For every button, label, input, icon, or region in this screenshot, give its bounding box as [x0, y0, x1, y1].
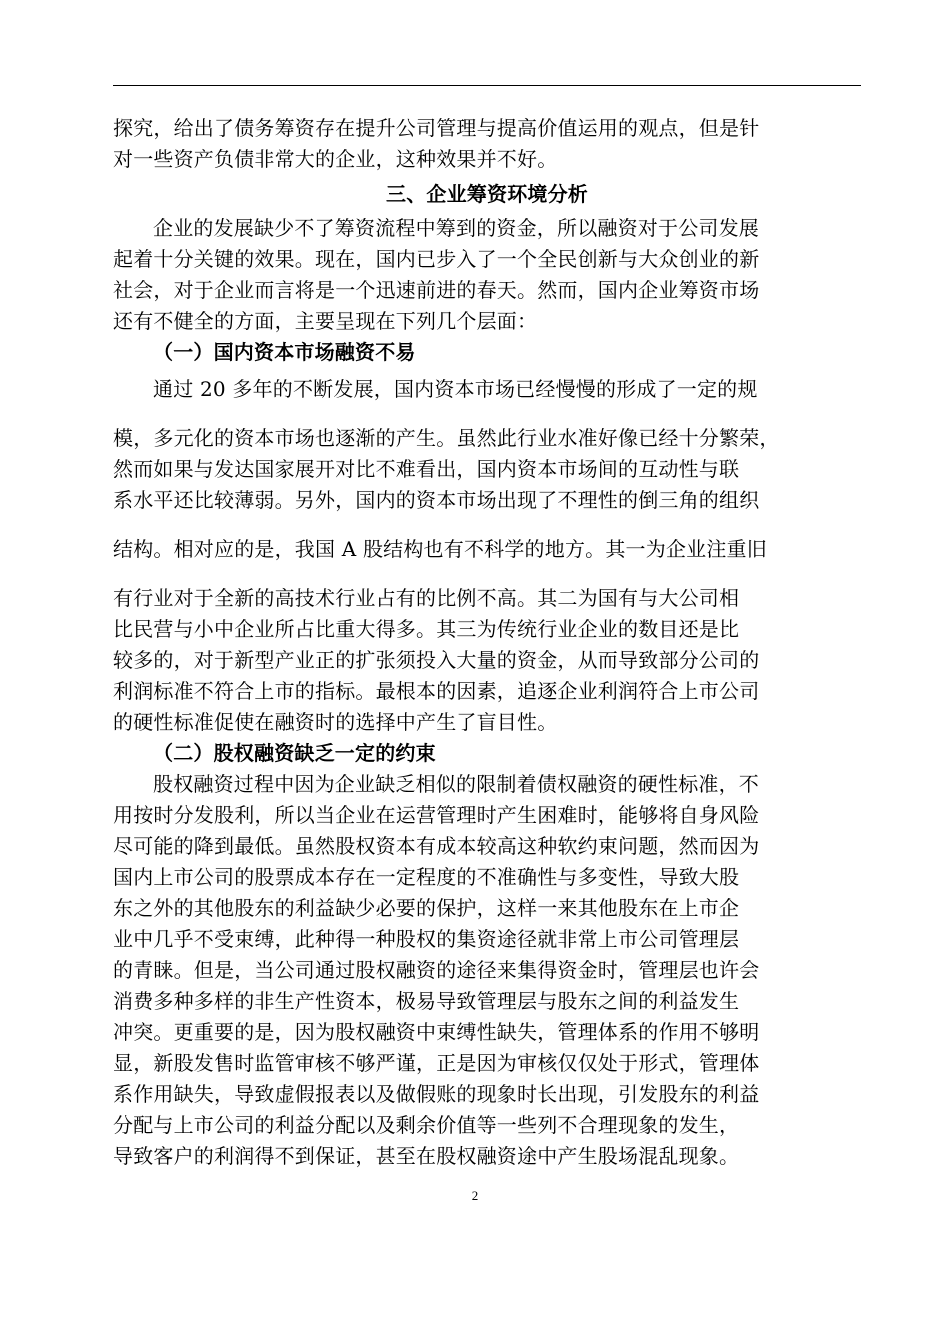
text-line: 还有不健全的方面，主要呈现在下列几个层面：	[113, 309, 538, 333]
text-line: 显，新股发售时监管审核不够严谨，正是因为审核仅仅处于形式，管理体	[113, 1051, 760, 1075]
section-paragraph	[113, 213, 861, 337]
subsection-heading: （一）国内资本市场融资不易	[153, 340, 416, 364]
text-line: 消费多种多样的非生产性资本，极易导致管理层与股东之间的利益发生	[113, 989, 740, 1013]
text-line: 然而如果与发达国家展开对比不难看出，国内资本市场间的互动性与联	[113, 457, 740, 481]
intro-paragraph	[113, 113, 861, 175]
text-line: 模，多元化的资本市场也逐渐的产生。虽然此行业水准好像已经十分繁荣，	[113, 426, 780, 450]
text-line: 国内上市公司的股票成本存在一定程度的不准确性与多变性，导致大股	[113, 865, 740, 889]
text-line: 导致客户的利润得不到保证，甚至在股权融资途中产生股场混乱现象。	[113, 1144, 740, 1168]
text-line: 结构。相对应的是，我国 A 股结构也有不科学的地方。其一为企业注重旧	[113, 537, 767, 561]
text-line: 企业的发展缺少不了筹资流程中筹到的资金，所以融资对于公司发展	[153, 216, 759, 240]
subsection-heading: （二）股权融资缺乏一定的约束	[153, 741, 436, 765]
text-line: 尽可能的降到最低。虽然股权资本有成本较高这种软约束问题，然而因为	[113, 834, 760, 858]
subsection-paragraph	[113, 374, 861, 738]
subsection-paragraph	[113, 769, 861, 1172]
text-line: 的青睐。但是，当公司通过股权融资的途径来集得资金时，管理层也许会	[113, 958, 760, 982]
text-line: 系作用缺失，导致虚假报表以及做假账的现象时长出现，引发股东的利益	[113, 1082, 760, 1106]
text-line: 通过 20 多年的不断发展，国内资本市场已经慢慢的形成了一定的规	[153, 377, 758, 401]
text-line: 社会，对于企业而言将是一个迅速前进的春天。然而，国内企业筹资市场	[113, 278, 760, 302]
text-line: 有行业对于全新的高技术行业占有的比例不高。其二为国有与大公司相	[113, 586, 740, 610]
header-rule	[113, 85, 861, 86]
document-body	[113, 113, 861, 1172]
text-line: 对一些资产负债非常大的企业，这种效果并不好。	[113, 147, 558, 171]
section-heading: 三、企业筹资环境分析	[386, 182, 588, 206]
text-line: 业中几乎不受束缚，此种得一种股权的集资途径就非常上市公司管理层	[113, 927, 740, 951]
text-line: 系水平还比较薄弱。另外，国内的资本市场出现了不理性的倒三角的组织	[113, 488, 760, 512]
text-line: 利润标准不符合上市的指标。最根本的因素，追逐企业利润符合上市公司	[113, 679, 760, 703]
text-line: 分配与上市公司的利益分配以及剩余价值等一些列不合理现象的发生，	[113, 1113, 740, 1137]
text-line: 起着十分关键的效果。现在，国内已步入了一个全民创新与大众创业的新	[113, 247, 760, 271]
text-line: 东之外的其他股东的利益缺少必要的保护，这样一来其他股东在上市企	[113, 896, 740, 920]
text-line: 较多的，对于新型产业正的扩张须投入大量的资金，从而导致部分公司的	[113, 648, 760, 672]
text-line: 用按时分发股利，所以当企业在运营管理时产生困难时，能够将自身风险	[113, 803, 760, 827]
page-number: 2	[471, 1188, 479, 1203]
text-line: 探究，给出了债务筹资存在提升公司管理与提高价值运用的观点，但是针	[113, 116, 760, 140]
text-line: 股权融资过程中因为企业缺乏相似的限制着债权融资的硬性标准，不	[153, 772, 759, 796]
text-line: 冲突。更重要的是，因为股权融资中束缚性缺失，管理体系的作用不够明	[113, 1020, 760, 1044]
text-line: 的硬性标准促使在融资时的选择中产生了盲目性。	[113, 710, 558, 734]
text-line: 比民营与小中企业所占比重大得多。其三为传统行业企业的数目还是比	[113, 617, 740, 641]
